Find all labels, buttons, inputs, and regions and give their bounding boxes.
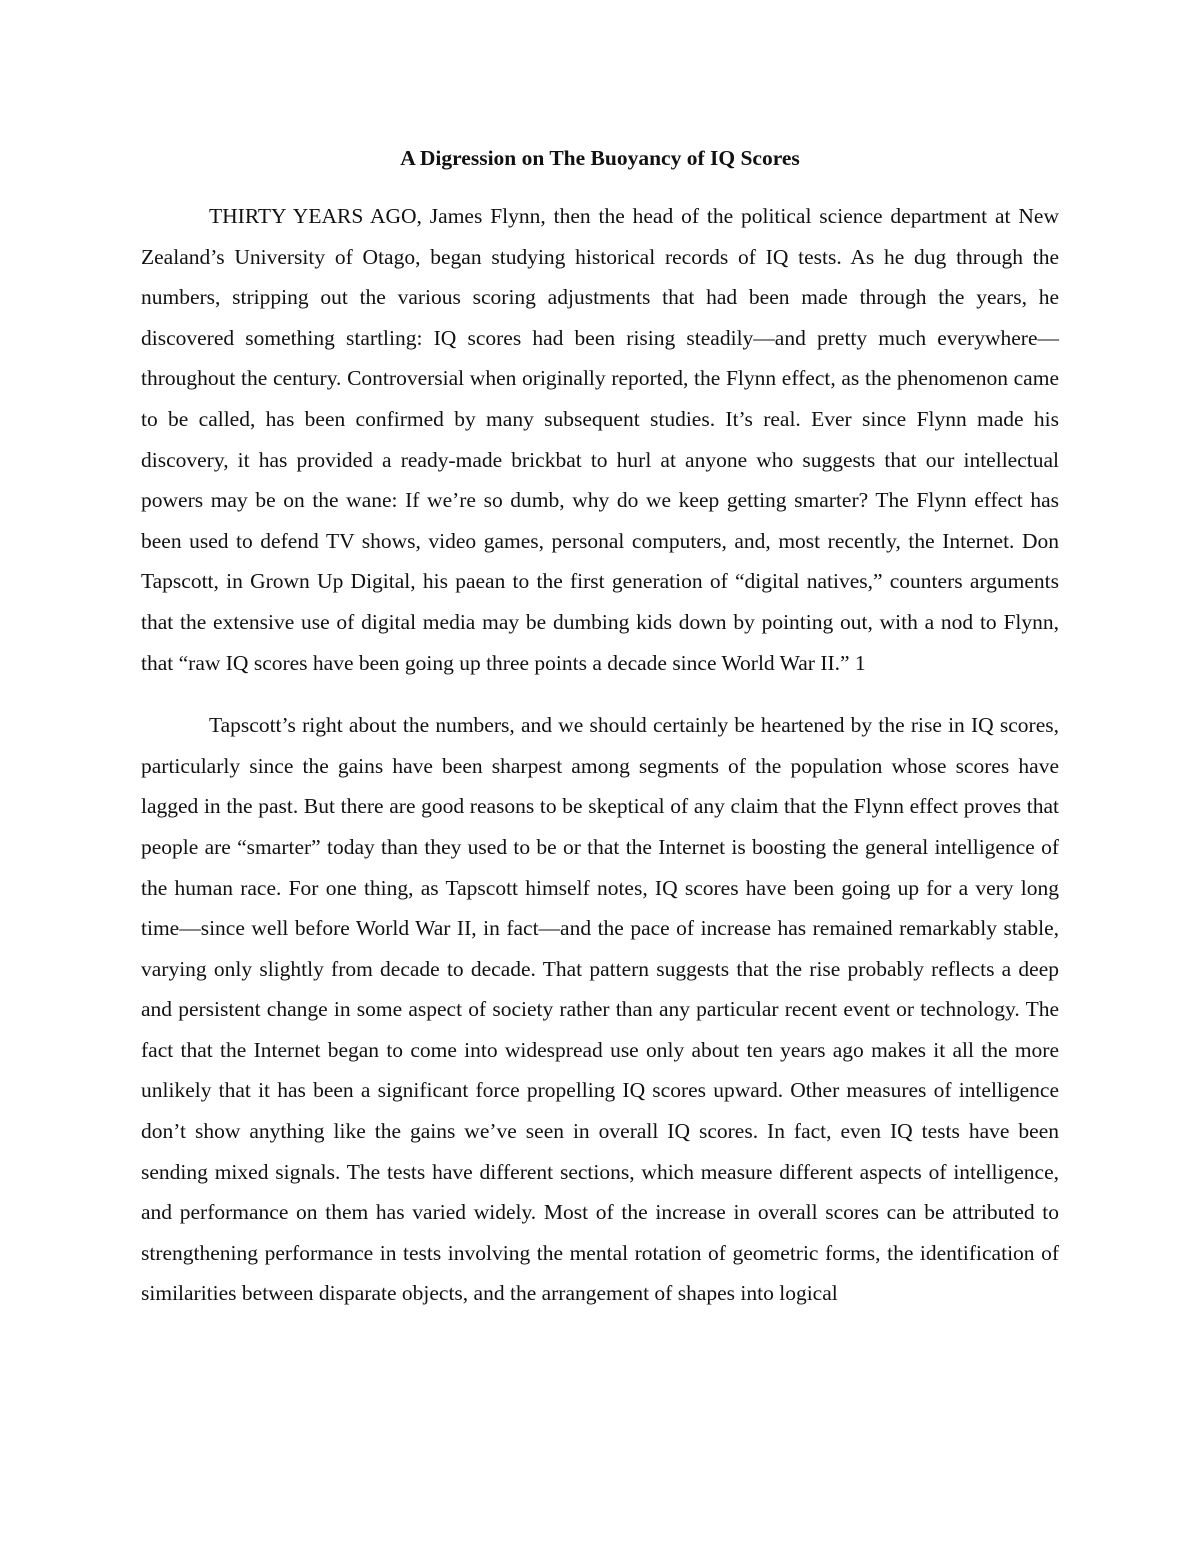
paragraph-1: THIRTY YEARS AGO, James Flynn, then the head of the political science department at New Zealand’s University of Otago, began studying historical records of IQ tests. As he dug through the numbers, stripping out the various scoring adjustments that had been made through the years, he discovered something startling: IQ scores had been rising steadily—and pretty much everywhere—throughout the century. Controversial when originally reported, the Flynn effect, as the phenomenon came to be called, has been confirmed by many subsequent studies. It’s real. Ever since Flynn made his discovery, it has provided a ready-made brickbat to hurl at anyone who suggests that our intellectual powers may be on the wane: If we’re so dumb, why do we keep getting smarter? The Flynn effect has been used to defend TV shows, video games, personal computers, and, most recently, the Internet. Don Tapscott, in Grown Up Digital, his paean to the first generation of “digital natives,” counters arguments that the extensive use of digital media may be dumbing kids down by pointing out, with a nod to Flynn, that “raw IQ scores have been going up three points a decade since World War II.” 1 — [141, 204, 1059, 675]
document-title: A Digression on The Buoyancy of IQ Scores — [400, 146, 800, 170]
paragraph-2: Tapscott’s right about the numbers, and we should certainly be heartened by the rise in IQ scores, particularly since the gains have been sharpest among segments of the population whose scores have lagged in the past. But there are good reasons to be skeptical of any claim that the Flynn effect proves that people are “smarter” today than they used to be or that the Internet is boosting the general intelligence of the human race. For one thing, as Tapscott himself notes, IQ scores have been going up for a very long time—since well before World War II, in fact—and the pace of increase has remained remarkably stable, varying only slightly from decade to decade. That pattern suggests that the rise probably reflects a deep and persistent change in some aspect of society rather than any particular recent event or technology. The fact that the Internet began to come into widespread use only about ten years ago makes it all the more unlikely that it has been a significant force propelling IQ scores upward. Other measures of intelligence don’t show anything like the gains we’ve seen in overall IQ scores. In fact, even IQ tests have been sending mixed signals. The tests have different sections, which measure different aspects of intelligence, and performance on them has varied widely. Most of the increase in overall scores can be attributed to strengthening performance in tests involving the mental rotation of geometric forms, the identification of similarities between disparate objects, and the arrangement of shapes into logical — [141, 713, 1059, 1306]
document-body — [141, 196, 1059, 1314]
